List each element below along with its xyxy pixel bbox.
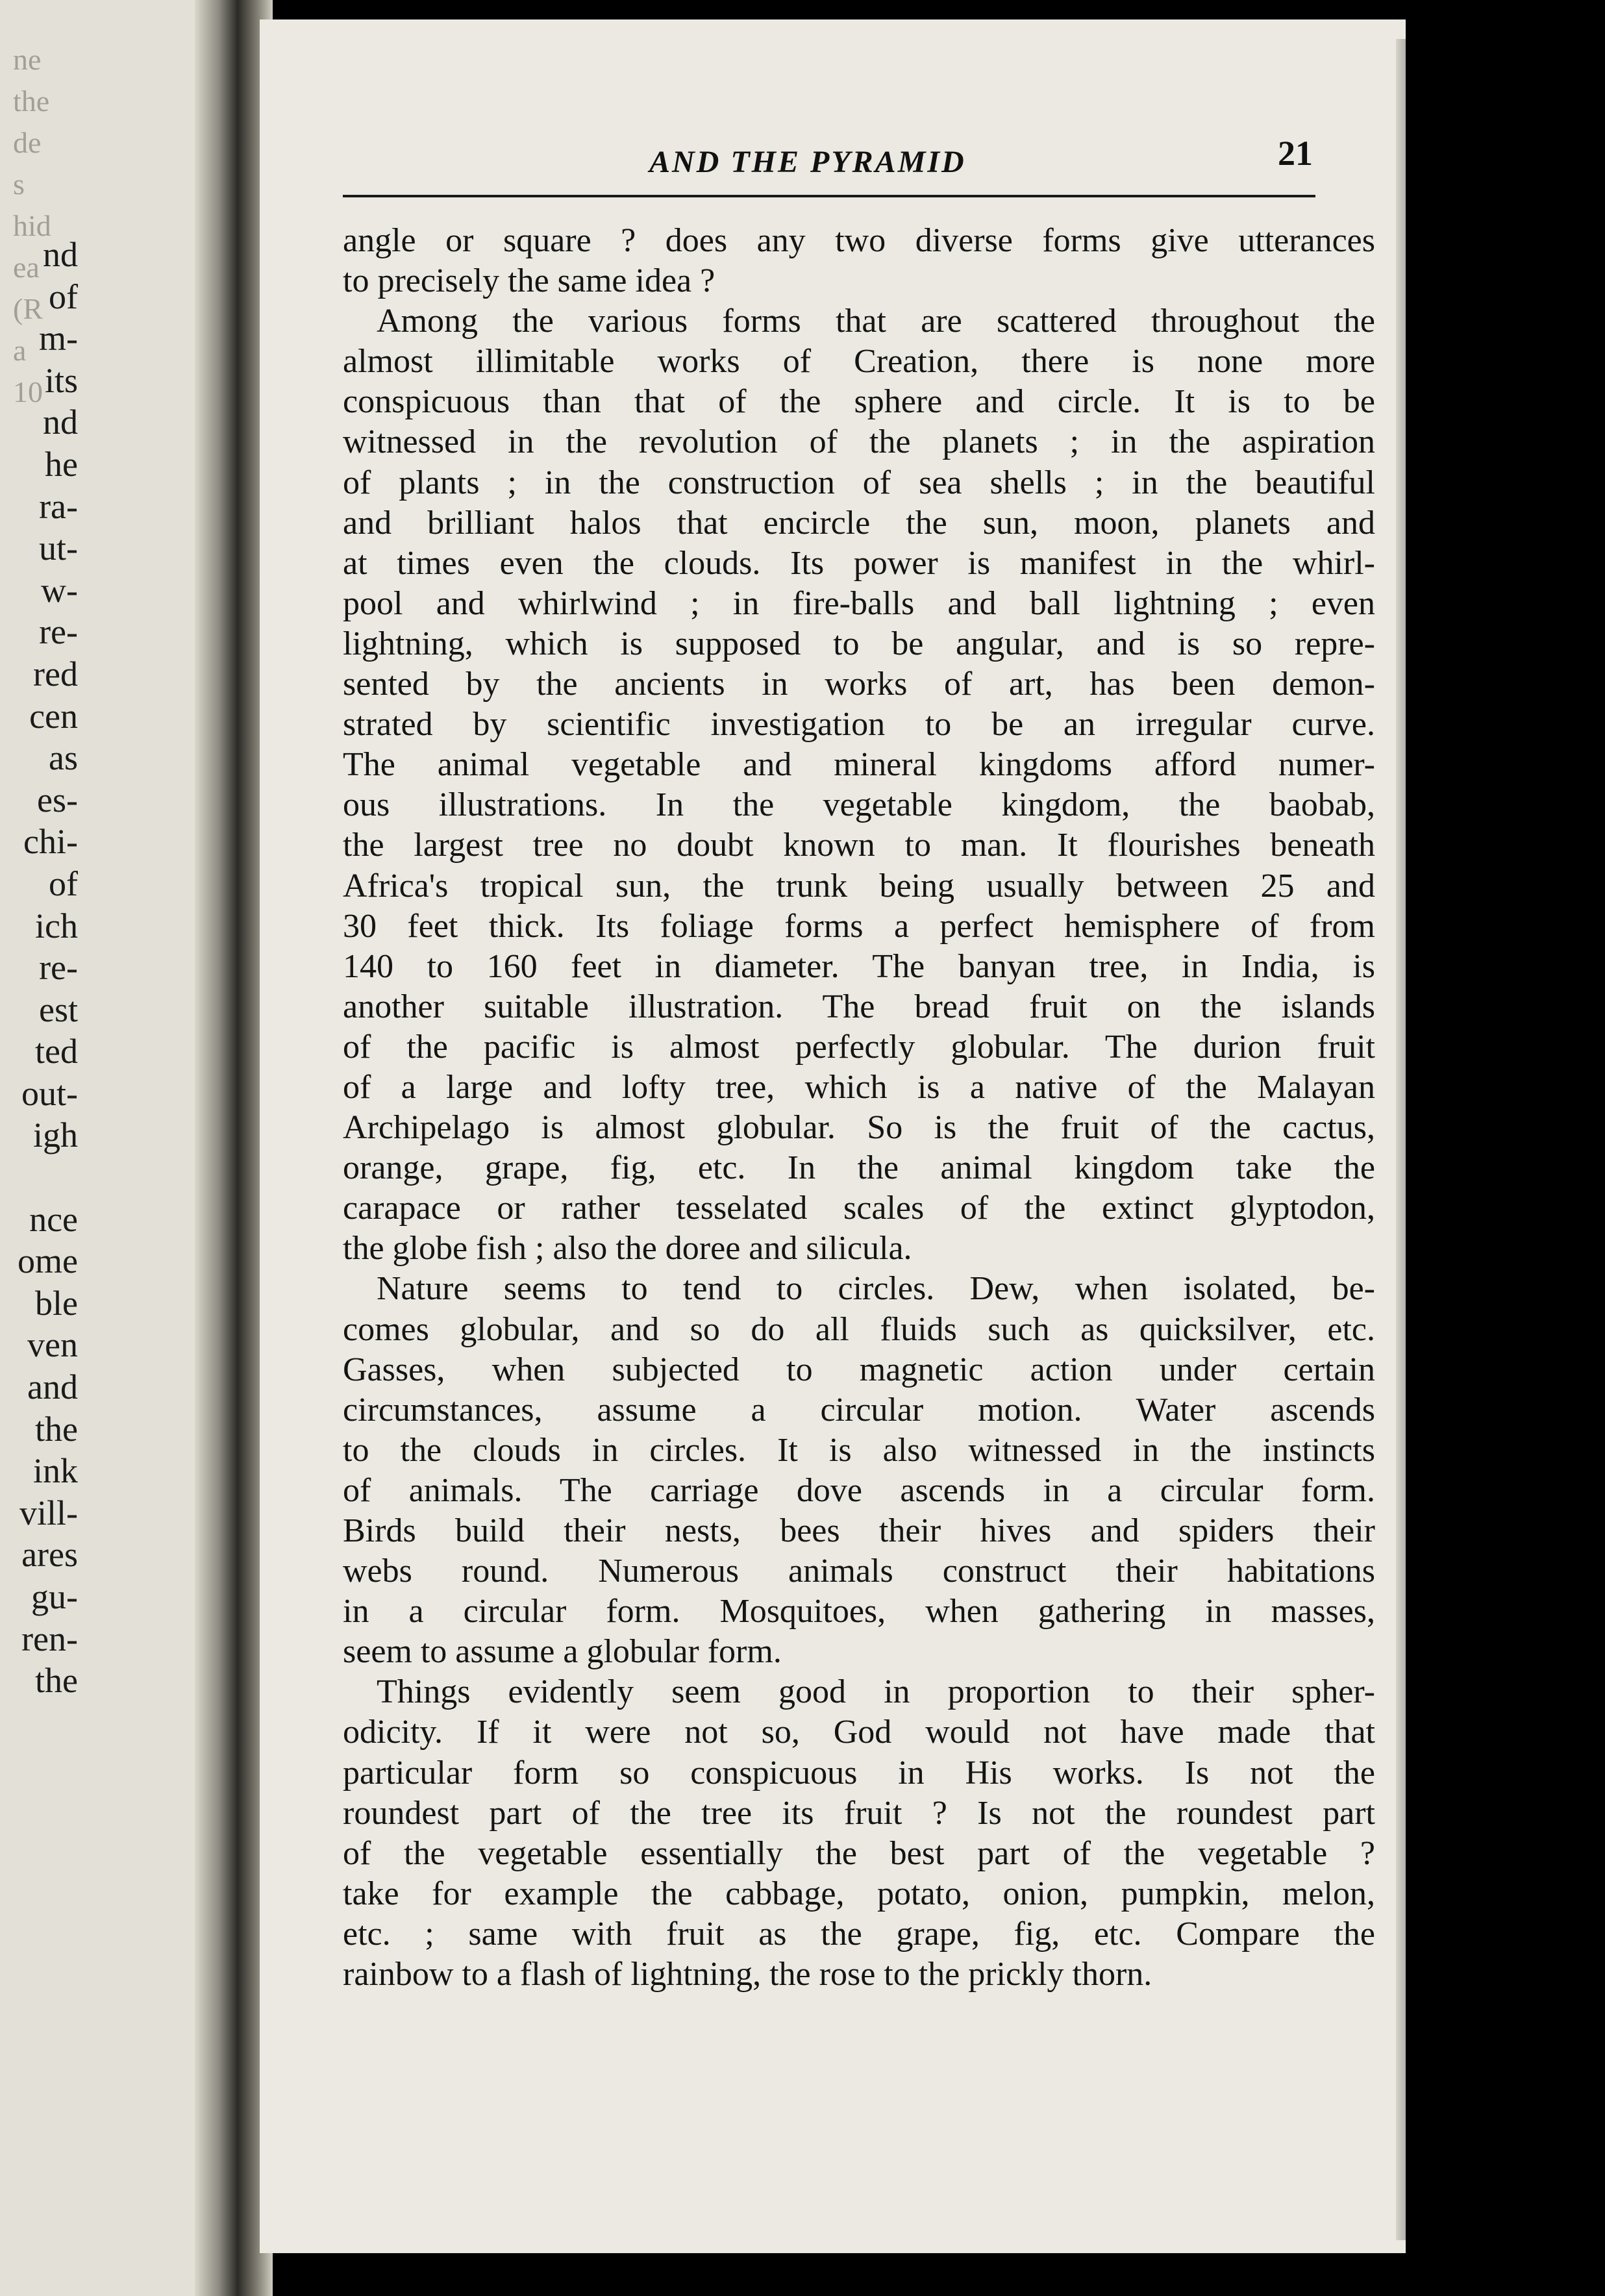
left-page-faint-fragment: ne	[13, 43, 42, 76]
left-page-fragment: its	[44, 360, 78, 400]
left-page-faint-fragment: hid	[13, 209, 51, 242]
left-page-fragment: out-	[21, 1073, 78, 1113]
text-line: rainbow to a flash of lightning, the rose to the prickly thorn.	[343, 1956, 1152, 1993]
running-head: AND THE PYRAMID	[649, 145, 966, 179]
text-line: etc. ; same with fruit as the grape, fig, etc. Compare the	[343, 1915, 1375, 1953]
left-page-fragment: he	[45, 444, 78, 484]
text-line: almost illimitable works of Creation, there is none more	[343, 343, 1375, 381]
left-page-fragment: es-	[37, 780, 78, 819]
left-page-faint-fragment: a	[13, 334, 27, 367]
left-page-faint-fragment: 10	[13, 375, 43, 408]
scan-border	[1406, 0, 1605, 2296]
text-line: pool and whirlwind ; in fire-balls and ball lightning ; even	[343, 584, 1375, 622]
left-page-faint-fragment: (R	[13, 292, 43, 325]
text-line: another suitable illustration. The bread fruit on the islands	[343, 988, 1375, 1025]
text-line: seem to assume a globular form.	[343, 1633, 782, 1671]
text-line: sented by the ancients in works of art, has been demon-	[343, 666, 1375, 703]
text-line: of animals. The carriage dove ascends in a circular form.	[343, 1471, 1375, 1509]
left-page-fragment: ra-	[39, 486, 78, 526]
text-line: angle or square ? does any two diverse forms give utterances	[343, 222, 1375, 259]
left-page-faint-fragment: the	[13, 84, 50, 118]
left-page-fragment: ome	[18, 1242, 78, 1281]
text-line: to the clouds in circles. It is also witnessed in the instincts	[343, 1431, 1375, 1469]
text-line: comes globular, and so do all fluids such as quicksilver, etc.	[343, 1310, 1375, 1348]
text-line: roundest part of the tree its fruit ? Is not the roundest part	[343, 1794, 1375, 1832]
text-line: take for example the cabbage, potato, onion, pumpkin, melon,	[343, 1875, 1375, 1912]
text-line: 30 feet thick. Its foliage forms a perfect hemisphere of from	[343, 907, 1375, 945]
text-line: in a circular form. Mosquitoes, when gathering in masses,	[343, 1593, 1375, 1630]
text-line: Things evidently seem good in proportion to their spher-	[377, 1673, 1375, 1711]
left-page-fragment: ven	[27, 1325, 78, 1365]
text-line: conspicuous than that of the sphere and circle. It is to be	[343, 383, 1375, 421]
text-line: strated by scientific investigation to be an irregular curve.	[343, 706, 1375, 743]
left-page-fragment: ble	[35, 1283, 78, 1323]
text-line: the largest tree no doubt known to man. It flourishes beneath	[343, 827, 1375, 864]
text-line: the globe fish ; also the doree and silicula.	[343, 1230, 912, 1267]
left-page-fragment: as	[49, 738, 78, 778]
text-line: Gasses, when subjected to magnetic action under certain	[343, 1351, 1375, 1388]
left-page-fragment: igh	[32, 1116, 78, 1155]
left-page-fragment: of	[49, 864, 78, 903]
left-page-faint-fragment: s	[13, 168, 25, 201]
text-line: witnessed in the revolution of the planets ; in the aspiration	[343, 423, 1375, 461]
left-page-fragment: ink	[32, 1451, 78, 1491]
left-page-fragment	[6, 1156, 78, 1199]
left-page-fragment: ut-	[39, 529, 78, 568]
left-page-cut-text	[6, 234, 78, 1702]
left-page-fragment: w-	[41, 570, 78, 610]
left-page-fragment: cen	[29, 696, 78, 736]
text-line: The animal vegetable and mineral kingdoms afford numer-	[343, 746, 1375, 784]
left-page-fragment: ren-	[21, 1619, 78, 1658]
left-page-fragment: the	[35, 1409, 78, 1449]
left-page-fragment: of	[49, 277, 78, 316]
text-line: and brilliant halos that encircle the sun, moon, planets and	[343, 504, 1375, 542]
text-line: carapace or rather tesselated scales of the extinct glyptodon,	[343, 1190, 1375, 1227]
left-page-faint-fragment: de	[13, 126, 42, 159]
text-line: at times even the clouds. Its power is manifest in the whirl-	[343, 544, 1375, 582]
text-line: odicity. If it were not so, God would not have made that	[343, 1714, 1375, 1751]
left-page-fragment: the	[35, 1661, 78, 1701]
left-page-fragment: red	[33, 654, 78, 693]
left-page-fragment: re-	[39, 612, 78, 652]
text-line: particular form so conspicuous in His works. Is not the	[343, 1754, 1375, 1791]
left-page-fragment: chi-	[23, 822, 78, 862]
text-line: of the pacific is almost perfectly globular. The durion fruit	[343, 1028, 1375, 1066]
text-line: to precisely the same idea ?	[343, 262, 715, 300]
page-number: 21	[1278, 134, 1313, 173]
text-line: of plants ; in the construction of sea shells ; in the beautiful	[343, 464, 1375, 501]
left-page-fragment: gu-	[31, 1577, 78, 1616]
text-line: webs round. Numerous animals construct their habitations	[343, 1553, 1375, 1590]
left-page-fragment: nd	[43, 235, 78, 274]
text-line: Nature seems to tend to circles. Dew, when isolated, be-	[377, 1270, 1375, 1308]
text-line: Archipelago is almost globular. So is the fruit of the cactus,	[343, 1109, 1375, 1147]
text-line: 140 to 160 feet in diameter. The banyan tree, in India, is	[343, 947, 1375, 985]
text-line: Birds build their nests, bees their hives and spiders their	[343, 1512, 1375, 1549]
left-page-fragment: ares	[21, 1535, 78, 1575]
text-line: ous illustrations. In the vegetable kingdom, the baobab,	[343, 786, 1375, 824]
left-page-fragment: and	[27, 1367, 78, 1407]
left-page-fragment: vill-	[19, 1493, 78, 1532]
text-line: of the vegetable essentially the best part of the vegetable ?	[343, 1834, 1375, 1872]
left-page-faint-fragment: ea	[13, 251, 40, 284]
left-page-fragment: m-	[39, 319, 78, 358]
text-line: orange, grape, fig, etc. In the animal kingdom take the	[343, 1149, 1375, 1187]
text-line: circumstances, assume a circular motion. Water ascends	[343, 1391, 1375, 1429]
text-line: Africa's tropical sun, the trunk being usually between 25 and	[343, 867, 1375, 905]
left-page-fragment: nd	[43, 403, 78, 442]
text-line: of a large and lofty tree, which is a native of the Malayan	[343, 1068, 1375, 1106]
left-page-fragment: nce	[29, 1199, 78, 1239]
left-page-fragment: est	[39, 990, 78, 1029]
left-page-fragment: ich	[35, 906, 78, 945]
text-line: Among the various forms that are scattered throughout the	[377, 303, 1375, 340]
left-page-fragment: ted	[35, 1032, 78, 1071]
text-line: lightning, which is supposed to be angular, and is so repre-	[343, 625, 1375, 662]
left-page-fragment: re-	[39, 948, 78, 988]
left-page	[0, 0, 214, 2296]
header-rule	[343, 195, 1315, 197]
body-text	[343, 221, 1375, 1995]
